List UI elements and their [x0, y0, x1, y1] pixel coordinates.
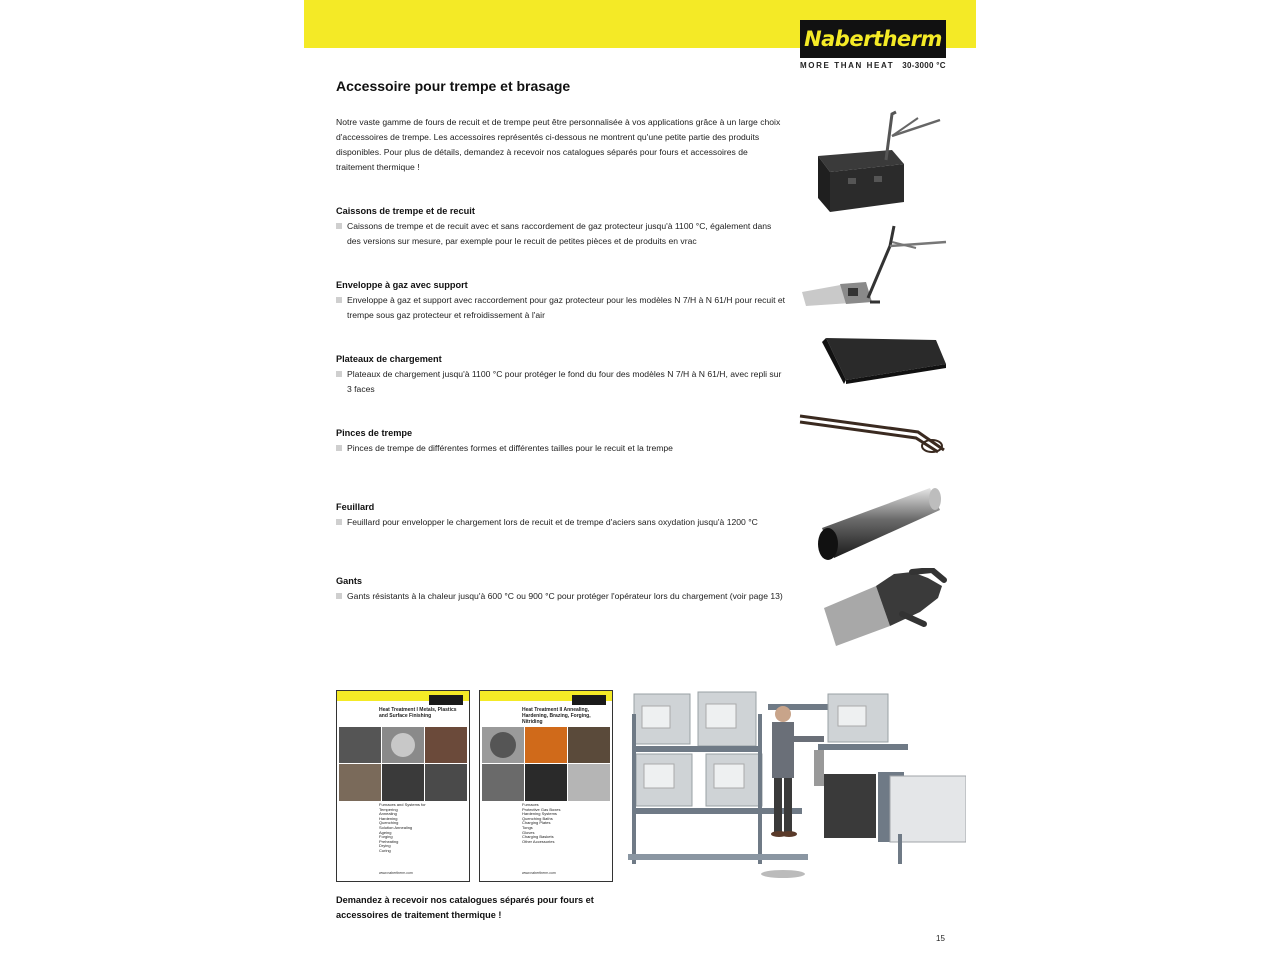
- catalog-list-item: Hardening Systems: [522, 811, 557, 817]
- section-charging-plates: [336, 353, 786, 397]
- catalog-footer: www.nabertherm.com: [379, 871, 413, 875]
- catalog-list-item: Curing: [379, 847, 391, 853]
- catalog-list: [379, 803, 465, 854]
- section-text: Enveloppe à gaz et support avec raccordement pour gaz protecteur pour les modèles N 7/H à N 61/H pour recuit et trempe sous gaz protecteur et refroidissement à l'air: [347, 295, 786, 320]
- catalog-list-item: Annealing: [379, 811, 397, 817]
- section-text: Plateaux de chargement jusqu'à 1100 °C pour protéger le fond du four des modèles N 7/H à N 61/H, avec repli sur 3 faces: [347, 369, 782, 394]
- catalog-list-item: Gloves: [522, 829, 535, 835]
- catalog-list-item: Charging Baskets: [522, 834, 554, 840]
- catalog-photo-collage: [339, 727, 467, 801]
- catalog-request-note: Demandez à recevoir nos catalogues séparés pour fours et accessoires de traitement thermique !: [336, 895, 594, 920]
- intro-paragraph: Notre vaste gamme de fours de recuit et de trempe peut être personnalisée à vos applications grâce à un large choix d'accessoires de trempe. Les accessoires représentés ci-dessous ne montrent qu'une petite partie des produits disponibles. Pour plus de détails, demandez à recevoir nos catalogues séparés pour fours et accessoires de traitement thermique !: [336, 117, 781, 172]
- catalog-cover-heat-treatment-1: [336, 690, 470, 882]
- section-title: Caissons de trempe et de recuit: [336, 206, 475, 216]
- catalog-list-item: Tempering: [379, 806, 398, 812]
- gas-envelope-icon: [800, 222, 950, 308]
- brand-logo-text: Nabertherm: [804, 27, 942, 51]
- brand-tagline: [800, 61, 950, 70]
- catalog-list-item: Hardening: [379, 815, 398, 821]
- tagline-temperature: 30-3000 °C: [902, 61, 946, 70]
- bullet-icon: [336, 297, 342, 303]
- catalog-list-item: Charging Plates: [522, 820, 551, 826]
- catalog-list-item: Forging: [379, 834, 393, 840]
- catalog-list-item: Ageing: [379, 829, 392, 835]
- bullet-icon: [336, 371, 342, 377]
- catalog-list-item: Other Accessories: [522, 838, 555, 844]
- section-title: Plateaux de chargement: [336, 354, 442, 364]
- brochure-page: [304, 0, 976, 960]
- catalog-footer: www.nabertherm.com: [522, 871, 556, 875]
- catalog-list-item: Quenching Baths: [522, 815, 553, 821]
- catalog-list-item: Furnaces and Systems for: [379, 802, 426, 807]
- section-text: Caissons de trempe et de recuit avec et sans raccordement de gaz protecteur jusqu'à 1100 °C, également dans des versions sur mesure, par exemple pour le recuit de petites pièces et de produits en vrac: [347, 221, 772, 246]
- section-gas-envelope: [336, 279, 786, 323]
- section-text: Pinces de trempe de différentes formes et différentes tailles pour le recuit et la trempe: [347, 443, 673, 453]
- catalog-list-item: Preheating: [379, 838, 399, 844]
- bullet-icon: [336, 223, 342, 229]
- section-text: Gants résistants à la chaleur jusqu'à 600 °C ou 900 °C pour protéger l'opérateur lors du chargement (voir page 13): [347, 591, 783, 601]
- section-title: Gants: [336, 576, 363, 586]
- tagline-text: MORE THAN HEAT: [800, 61, 895, 70]
- brand-logo: [800, 20, 946, 58]
- catalog-list-item: Protective Gas Boxes: [522, 806, 561, 812]
- section-tongs: [336, 427, 786, 456]
- section-text: Feuillard pour envelopper le chargement lors de recuit et de trempe d'aciers sans oxydation jusqu'à 1200 °C: [347, 517, 758, 527]
- catalog-list-item: Drying: [379, 843, 391, 849]
- catalog-logo: [429, 695, 463, 705]
- section-title: Pinces de trempe: [336, 428, 413, 438]
- catalog-title: Heat Treatment I Metals, Plastics and Surface Finishing: [379, 707, 457, 719]
- catalog-logo: [572, 695, 606, 705]
- section-quench-boxes: [336, 205, 786, 249]
- catalog-list-item: Furnaces: [522, 802, 539, 807]
- bullet-icon: [336, 445, 342, 451]
- catalog-photo-collage: [482, 727, 610, 801]
- catalog-list-item: Solution Annealing: [379, 824, 413, 830]
- bullet-icon: [336, 593, 342, 599]
- section-title: Feuillard: [336, 502, 375, 512]
- page-title: Accessoire pour trempe et brasage: [336, 78, 571, 94]
- charging-plate-icon: [816, 334, 950, 386]
- section-title: Enveloppe à gaz avec support: [336, 280, 468, 290]
- section-foil: [336, 501, 786, 530]
- glove-icon: [816, 568, 950, 650]
- tongs-icon: [798, 408, 950, 458]
- catalog-list: [522, 803, 608, 844]
- foil-roll-icon: [812, 484, 950, 568]
- catalog-cover-heat-treatment-2: [479, 690, 613, 882]
- page-number: 15: [936, 934, 945, 943]
- catalog-list-item: Quenching: [379, 820, 399, 826]
- catalog-title: Heat Treatment II Annealing, Hardening, Brazing, Forging, Nitriding: [522, 707, 591, 725]
- quench-box-icon: [800, 108, 950, 216]
- bullet-icon: [336, 519, 342, 525]
- catalog-list-item: Tongs: [522, 824, 533, 830]
- hardening-system-photo: [628, 684, 966, 880]
- section-gloves: [336, 575, 786, 604]
